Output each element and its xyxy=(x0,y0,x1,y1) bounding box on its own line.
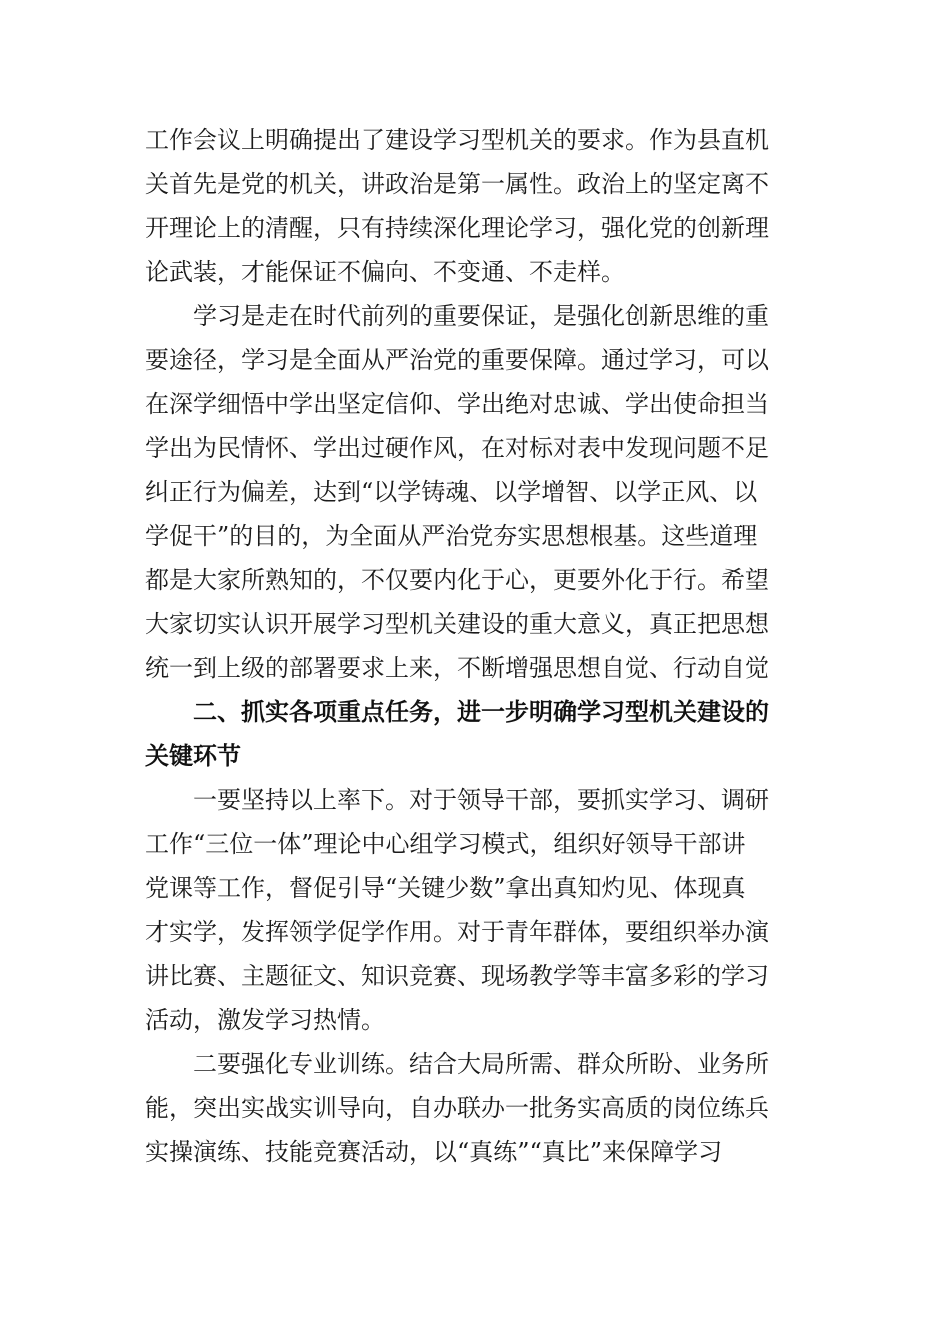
text-line: 大家切实认识开展学习型机关建设的重大意义，真正把思想 xyxy=(145,610,769,638)
text-line: 开理论上的清醒，只有持续深化理论学习，强化党的创新理 xyxy=(145,214,769,242)
heading-line: 二、抓实各项重点任务，进一步明确学习型机关建设的 xyxy=(193,698,769,726)
text-line: 在深学细悟中学出坚定信仰、学出绝对忠诚、学出使命担当 xyxy=(145,390,769,418)
paragraph-4 xyxy=(145,1042,810,1174)
text-line: 学习是走在时代前列的重要保证，是强化创新思维的重 xyxy=(193,302,769,330)
text-line: 工作“三位一体”理论中心组学习模式，组织好领导干部讲 xyxy=(145,830,746,858)
text-line: 一要坚持以上率下。对于领导干部，要抓实学习、调研 xyxy=(193,786,769,814)
text-line: 能，突出实战实训导向，自办联办一批务实高质的岗位练兵 xyxy=(145,1094,769,1122)
text-line: 纠正行为偏差，达到“以学铸魂、以学增智、以学正风、以 xyxy=(145,478,758,506)
text-line: 实操演练、技能竞赛活动，以“真练”“真比”来保障学习 xyxy=(145,1138,723,1166)
text-line: 讲比赛、主题征文、知识竞赛、现场教学等丰富多彩的学习 xyxy=(145,962,769,990)
heading-line: 关键环节 xyxy=(145,742,241,770)
text-line: 论武装，才能保证不偏向、不变通、不走样。 xyxy=(145,258,625,286)
text-line: 学出为民情怀、学出过硬作风，在对标对表中发现问题不足 xyxy=(145,434,769,462)
section-heading xyxy=(145,690,810,778)
text-line: 都是大家所熟知的，不仅要内化于心，更要外化于行。希望 xyxy=(145,566,769,594)
text-line: 工作会议上明确提出了建设学习型机关的要求。作为县直机 xyxy=(145,126,769,154)
document-body xyxy=(145,118,810,1174)
text-line: 才实学，发挥领学促学作用。对于青年群体，要组织举办演 xyxy=(145,918,769,946)
text-line: 党课等工作，督促引导“关键少数”拿出真知灼见、体现真 xyxy=(145,874,746,902)
paragraph-2 xyxy=(145,294,810,690)
text-line: 关首先是党的机关，讲政治是第一属性。政治上的坚定离不 xyxy=(145,170,769,198)
text-line: 活动，激发学习热情。 xyxy=(145,1006,385,1034)
text-line: 学促干”的目的，为全面从严治党夯实思想根基。这些道理 xyxy=(145,522,758,550)
text-line: 统一到上级的部署要求上来，不断增强思想自觉、行动自觉 xyxy=(145,654,769,682)
paragraph-1 xyxy=(145,118,810,294)
text-line: 二要强化专业训练。结合大局所需、群众所盼、业务所 xyxy=(193,1050,769,1078)
text-line: 要途径，学习是全面从严治党的重要保障。通过学习，可以 xyxy=(145,346,769,374)
paragraph-3 xyxy=(145,778,810,1042)
